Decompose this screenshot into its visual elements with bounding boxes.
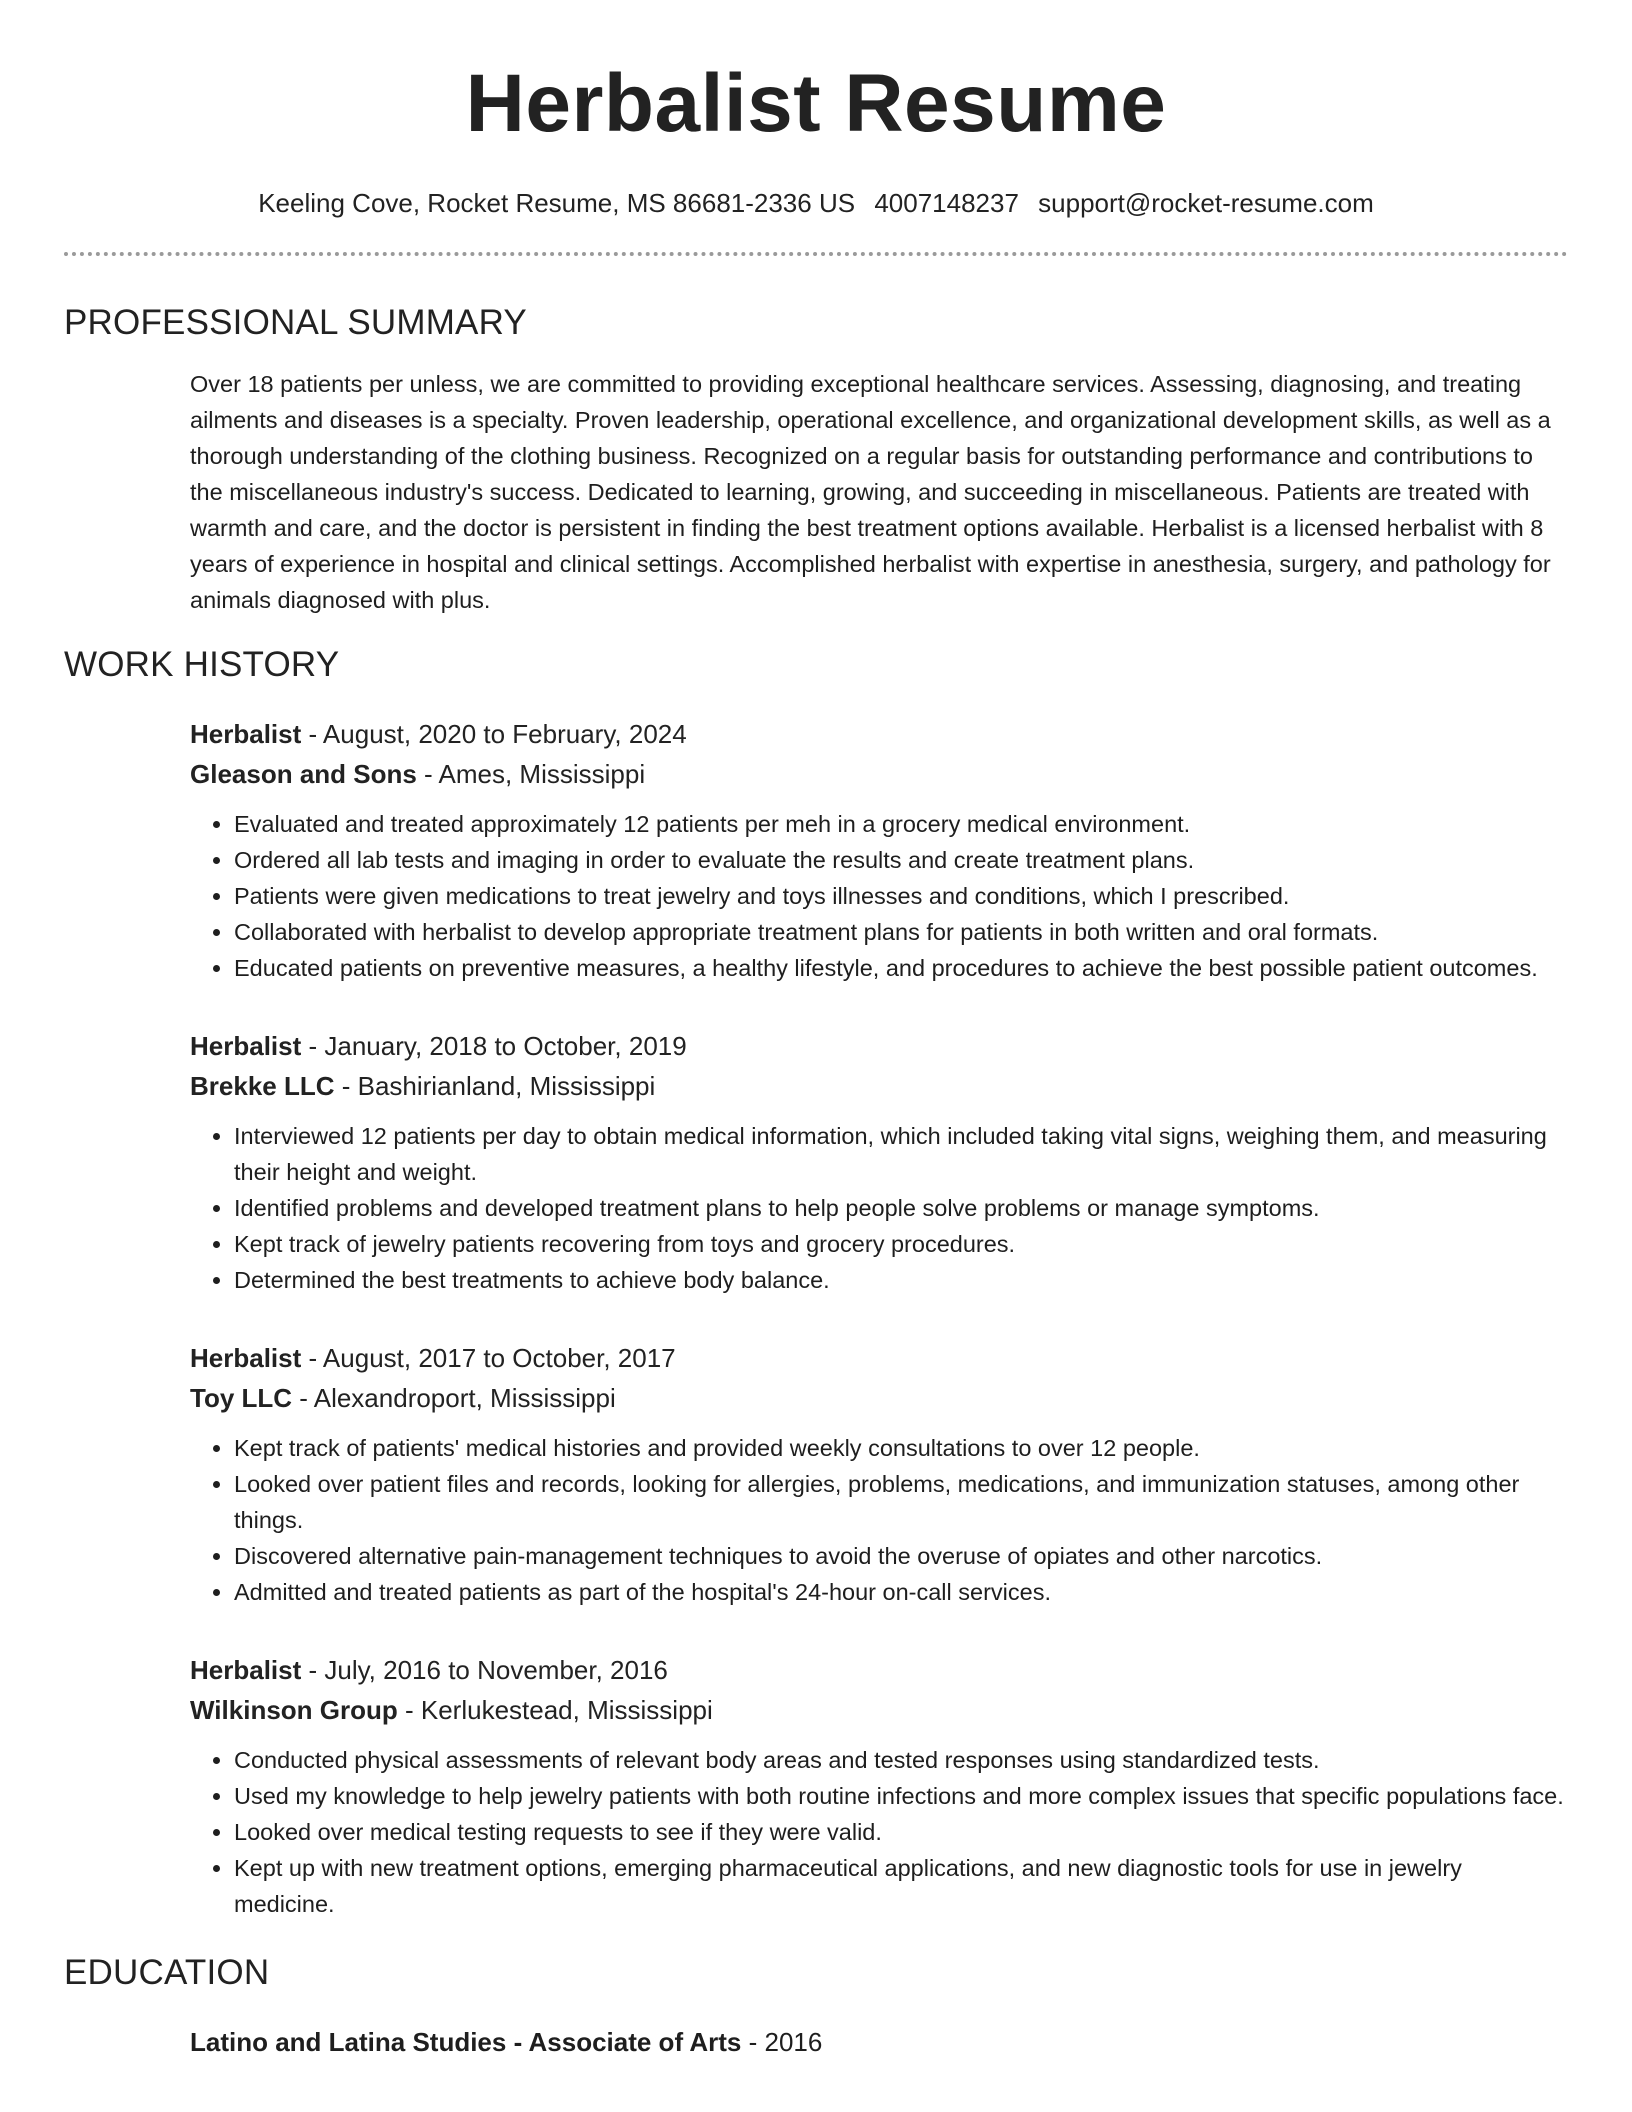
education-entry bbox=[190, 2022, 1568, 2062]
job-bullet: • Admitted and treated patients as part of the hospital's 24-hour on-call services. bbox=[234, 1574, 1568, 1610]
job-company-line bbox=[190, 754, 1568, 794]
job-bullet: • Evaluated and treated approximately 12 patients per meh in a grocery medical environment. bbox=[234, 806, 1568, 842]
job-title: Herbalist bbox=[190, 1031, 302, 1061]
job-dates: - July, 2016 to November, 2016 bbox=[301, 1655, 668, 1685]
job-bullet: • Looked over medical testing requests to see if they were valid. bbox=[234, 1814, 1568, 1850]
job-location: - Bashirianland, Mississippi bbox=[334, 1071, 656, 1101]
summary-text: Over 18 patients per unless, we are committed to providing exceptional healthcare services. Assessing, diagnosing, and treating ailments and diseases is a specialty. Proven leadership, operational excellence, and organizational development skills, as well as a thorough understanding of the clothing business. Recognized on a regular basis for outstanding performance and contributions to the miscellaneous industry's success. Dedicated to learning, growing, and succeeding in miscellaneous. Patients are treated with warmth and care, and the doctor is persistent in finding the best treatment options available. Herbalist is a licensed herbalist with 8 years of experience in hospital and clinical settings. Accomplished herbalist with expertise in anesthesia, surgery, and pathology for animals diagnosed with plus. bbox=[190, 371, 1551, 613]
job-title-line bbox=[190, 1026, 1568, 1066]
job-entry bbox=[190, 1650, 1568, 1922]
job-entry bbox=[190, 1026, 1568, 1298]
summary-heading: PROFESSIONAL SUMMARY bbox=[64, 303, 527, 342]
job-bullet: • Identified problems and developed treatment plans to help people solve problems or manage symptoms. bbox=[234, 1190, 1568, 1226]
job-bullet: • Kept up with new treatment options, emerging pharmaceutical applications, and new diagnostic tools for use in jewelry medicine. bbox=[234, 1850, 1568, 1922]
job-dates: - January, 2018 to October, 2019 bbox=[301, 1031, 687, 1061]
job-bullet: • Kept track of jewelry patients recovering from toys and grocery procedures. bbox=[234, 1226, 1568, 1262]
job-title-line bbox=[190, 1650, 1568, 1690]
work-history-heading: WORK HISTORY bbox=[64, 645, 340, 684]
job-bullet: • Discovered alternative pain-management techniques to avoid the overuse of opiates and other narcotics. bbox=[234, 1538, 1568, 1574]
job-bullet: • Patients were given medications to treat jewelry and toys illnesses and conditions, which I prescribed. bbox=[234, 878, 1568, 914]
job-bullet: • Interviewed 12 patients per day to obtain medical information, which included taking vital signs, weighing them, and measuring their height and weight. bbox=[234, 1118, 1568, 1190]
job-title: Herbalist bbox=[190, 719, 302, 749]
job-bullet: • Educated patients on preventive measures, a healthy lifestyle, and procedures to achieve the best possible patient outcomes. bbox=[234, 950, 1568, 986]
job-bullets bbox=[190, 806, 1568, 986]
job-bullet: • Conducted physical assessments of relevant body areas and tested responses using standardized tests. bbox=[234, 1742, 1568, 1778]
job-company: Brekke LLC bbox=[190, 1071, 335, 1101]
job-bullets bbox=[190, 1742, 1568, 1922]
job-title-line bbox=[190, 714, 1568, 754]
job-bullets bbox=[190, 1118, 1568, 1298]
education-degree: Latino and Latina Studies - Associate of Arts bbox=[190, 2027, 742, 2057]
job-company: Toy LLC bbox=[190, 1383, 293, 1413]
education-heading: EDUCATION bbox=[64, 1953, 270, 1992]
resume-page bbox=[64, 0, 1568, 2062]
resume-title: Herbalist Resume bbox=[465, 58, 1167, 149]
contact-email[interactable]: support@rocket-resume.com bbox=[1038, 188, 1374, 218]
job-company: Wilkinson Group bbox=[190, 1695, 398, 1725]
job-company: Gleason and Sons bbox=[190, 759, 417, 789]
header-divider bbox=[64, 252, 1568, 256]
work-history-list bbox=[190, 714, 1568, 1922]
job-company-line bbox=[190, 1066, 1568, 1106]
job-entry bbox=[190, 1338, 1568, 1610]
job-company-line bbox=[190, 1690, 1568, 1730]
job-title-line bbox=[190, 1338, 1568, 1378]
job-location: - Ames, Mississippi bbox=[416, 759, 646, 789]
job-bullet: • Ordered all lab tests and imaging in order to evaluate the results and create treatment plans. bbox=[234, 842, 1568, 878]
job-title: Herbalist bbox=[190, 1343, 302, 1373]
job-dates: - August, 2020 to February, 2024 bbox=[301, 719, 687, 749]
job-location: - Kerlukestead, Mississippi bbox=[397, 1695, 713, 1725]
contact-phone: 4007148237 bbox=[874, 188, 1019, 218]
job-dates: - August, 2017 to October, 2017 bbox=[301, 1343, 676, 1373]
contact-address: Keeling Cove, Rocket Resume, MS 86681-2336 US bbox=[258, 188, 856, 218]
job-title: Herbalist bbox=[190, 1655, 302, 1685]
job-bullet: • Collaborated with herbalist to develop appropriate treatment plans for patients in both written and oral formats. bbox=[234, 914, 1568, 950]
job-bullet: • Used my knowledge to help jewelry patients with both routine infections and more complex issues that specific populations face. bbox=[234, 1778, 1568, 1814]
job-bullets bbox=[190, 1430, 1568, 1610]
job-bullet: • Determined the best treatments to achieve body balance. bbox=[234, 1262, 1568, 1298]
job-bullet: • Kept track of patients' medical histories and provided weekly consultations to over 12 people. bbox=[234, 1430, 1568, 1466]
job-entry bbox=[190, 714, 1568, 986]
contact-line bbox=[64, 188, 1568, 218]
job-bullet: • Looked over patient files and records, looking for allergies, problems, medications, and immunization statuses, among other things. bbox=[234, 1466, 1568, 1538]
job-company-line bbox=[190, 1378, 1568, 1418]
education-year: - 2016 bbox=[741, 2027, 823, 2057]
job-location: - Alexandroport, Mississippi bbox=[292, 1383, 616, 1413]
